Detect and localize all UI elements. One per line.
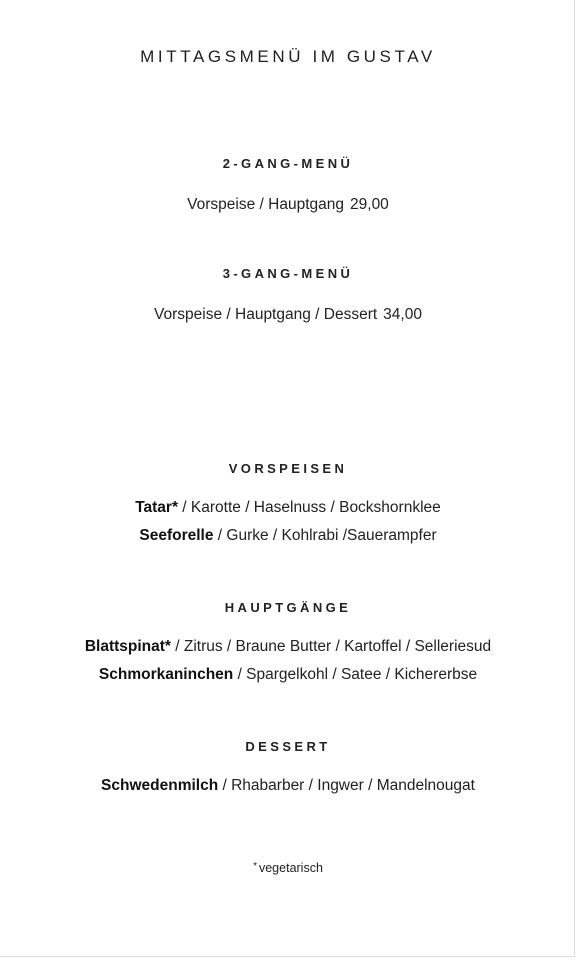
menu-2-gang-line <box>0 196 576 214</box>
dish-line <box>0 666 576 684</box>
menu-2-gang-price: 29,00 <box>350 196 389 213</box>
dish-name: Schmorkaninchen <box>98 666 234 683</box>
page-title: MITTAGSMENÜ IM GUSTAV <box>140 47 436 66</box>
dish-details: / Gurke / Kohlrabi /Sauerampfer <box>213 527 437 544</box>
dish-name: Tatar* <box>135 499 178 516</box>
section-vorspeisen-heading: VORSPEISEN <box>228 461 348 476</box>
section-hauptgaenge-heading: HAUPTGÄNGE <box>224 600 352 615</box>
menu-2-gang-description: Vorspeise / Hauptgang <box>187 196 345 213</box>
dish-line <box>0 499 576 517</box>
dish-details: / Rhabarber / Ingwer / Mandelnougat <box>218 777 475 794</box>
section-dessert-heading: DESSERT <box>245 739 331 754</box>
menu-3-gang-price: 34,00 <box>383 306 422 323</box>
dish-details: / Zitrus / Braune Butter / Kartoffel / Selleriesud <box>170 638 492 655</box>
menu-3-gang-description: Vorspeise / Hauptgang / Dessert <box>154 306 378 323</box>
dish-name: Blattspinat* <box>84 638 171 655</box>
dish-line <box>0 777 576 795</box>
menu-2-gang-heading: 2-GANG-MENÜ <box>222 156 354 171</box>
menu-3-gang-heading: 3-GANG-MENÜ <box>222 266 354 281</box>
dish-details: / Spargelkohl / Satee / Kichererbse <box>233 666 478 683</box>
footnote-text: vegetarisch <box>258 861 323 875</box>
footnote-marker: * <box>253 861 257 872</box>
dish-line <box>0 638 576 656</box>
dish-details: / Karotte / Haselnuss / Bockshornklee <box>178 499 441 516</box>
footnote <box>0 861 576 875</box>
menu-3-gang-line <box>0 306 576 324</box>
dish-name: Seeforelle <box>139 527 214 544</box>
dish-line <box>0 527 576 545</box>
dish-name: Schwedenmilch <box>101 777 219 794</box>
